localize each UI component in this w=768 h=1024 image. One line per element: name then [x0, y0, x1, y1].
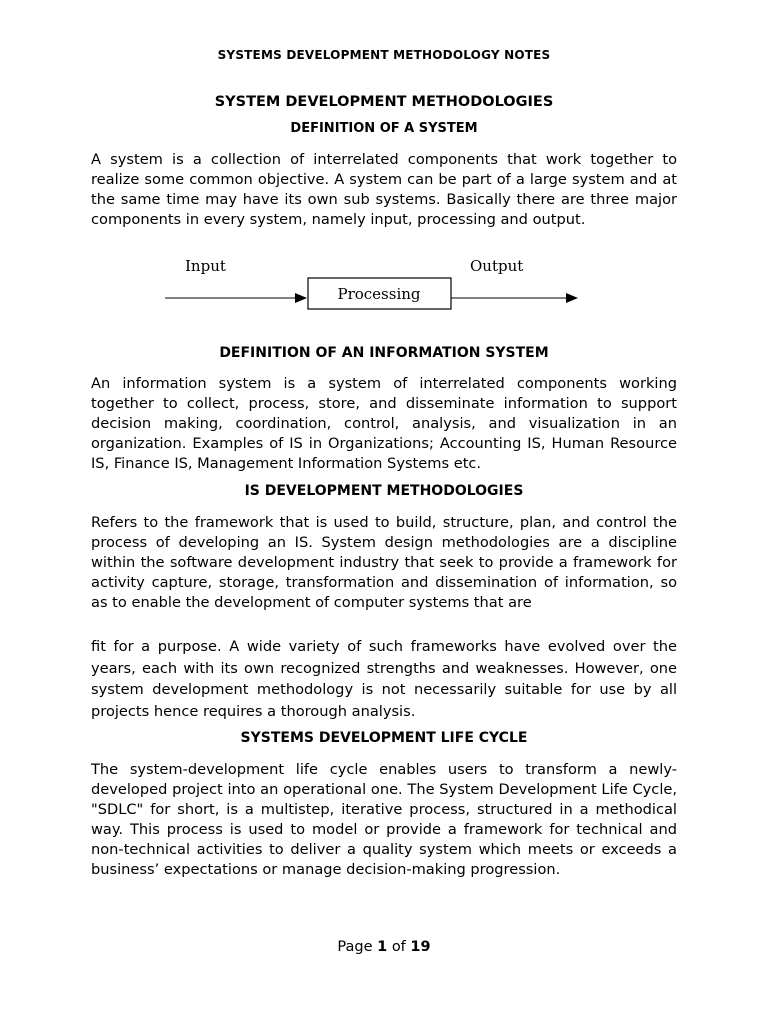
section-heading-is-development-methodologies: IS DEVELOPMENT METHODOLOGIES — [244, 483, 524, 499]
diagram-processing-label: Processing — [337, 285, 421, 303]
paragraph-system-definition: A system is a collection of interrelated components that work together to realize some common objective. A system can be part of a large system and at the same time may have its own sub systems. Basically there are three major components in every system, namely input, processing and output. — [91, 151, 677, 228]
section-heading-information-system: DEFINITION OF AN INFORMATION SYSTEM — [219, 345, 549, 361]
diagram-output-label: Output — [470, 257, 524, 275]
paragraph-is-development-methodologies-2: fit for a purpose. A wide variety of such frameworks have evolved over the years, each with its own recognized strengths and weaknesses. However, one system development methodology is not necessarily suitable for use by all projects hence requires a thorough analysis. — [91, 638, 677, 720]
paragraph-information-system: An information system is a system of interrelated components working together to collect, process, store, and disseminate information to support decision making, coordination, control, analysis, and visualization in an organization. Examples of IS in Organizations; Accounting IS, Human Resource IS, Finance IS, Management Information Systems etc. — [91, 375, 677, 472]
diagram-input-label: Input — [185, 257, 226, 275]
document-title: SYSTEM DEVELOPMENT METHODOLOGIES — [214, 94, 554, 110]
page-footer — [0, 939, 768, 955]
footer-total-pages: 19 — [410, 939, 431, 955]
paragraph-is-development-methodologies-1: Refers to the framework that is used to build, structure, plan, and control the process of developing an IS. System design methodologies are a discipline within the software development industry that seek to provide a framework for activity capture, storage, transformation and dissemination of information, so as to enable the development of computer systems that are — [91, 514, 677, 611]
footer-page-word: Page — [337, 939, 373, 955]
footer-current-page: 1 — [377, 939, 388, 955]
running-header: SYSTEMS DEVELOPMENT METHODOLOGY NOTES — [217, 48, 551, 62]
section-heading-system-definition: DEFINITION OF A SYSTEM — [290, 121, 478, 136]
input-processing-output-diagram — [160, 250, 590, 320]
footer-of-word: of — [391, 939, 406, 955]
section-heading-sdlc: SYSTEMS DEVELOPMENT LIFE CYCLE — [240, 730, 528, 746]
paragraph-sdlc: The system-development life cycle enables users to transform a newly-developed project into an operational one. The System Development Life Cycle, "SDLC" for short, is a multistep, iterative process, structured in a methodical way. This process is used to model or provide a framework for technical and non-technical activities to deliver a quality system which meets or exceeds a business’ expectations or manage decision-making progression. — [91, 761, 677, 878]
